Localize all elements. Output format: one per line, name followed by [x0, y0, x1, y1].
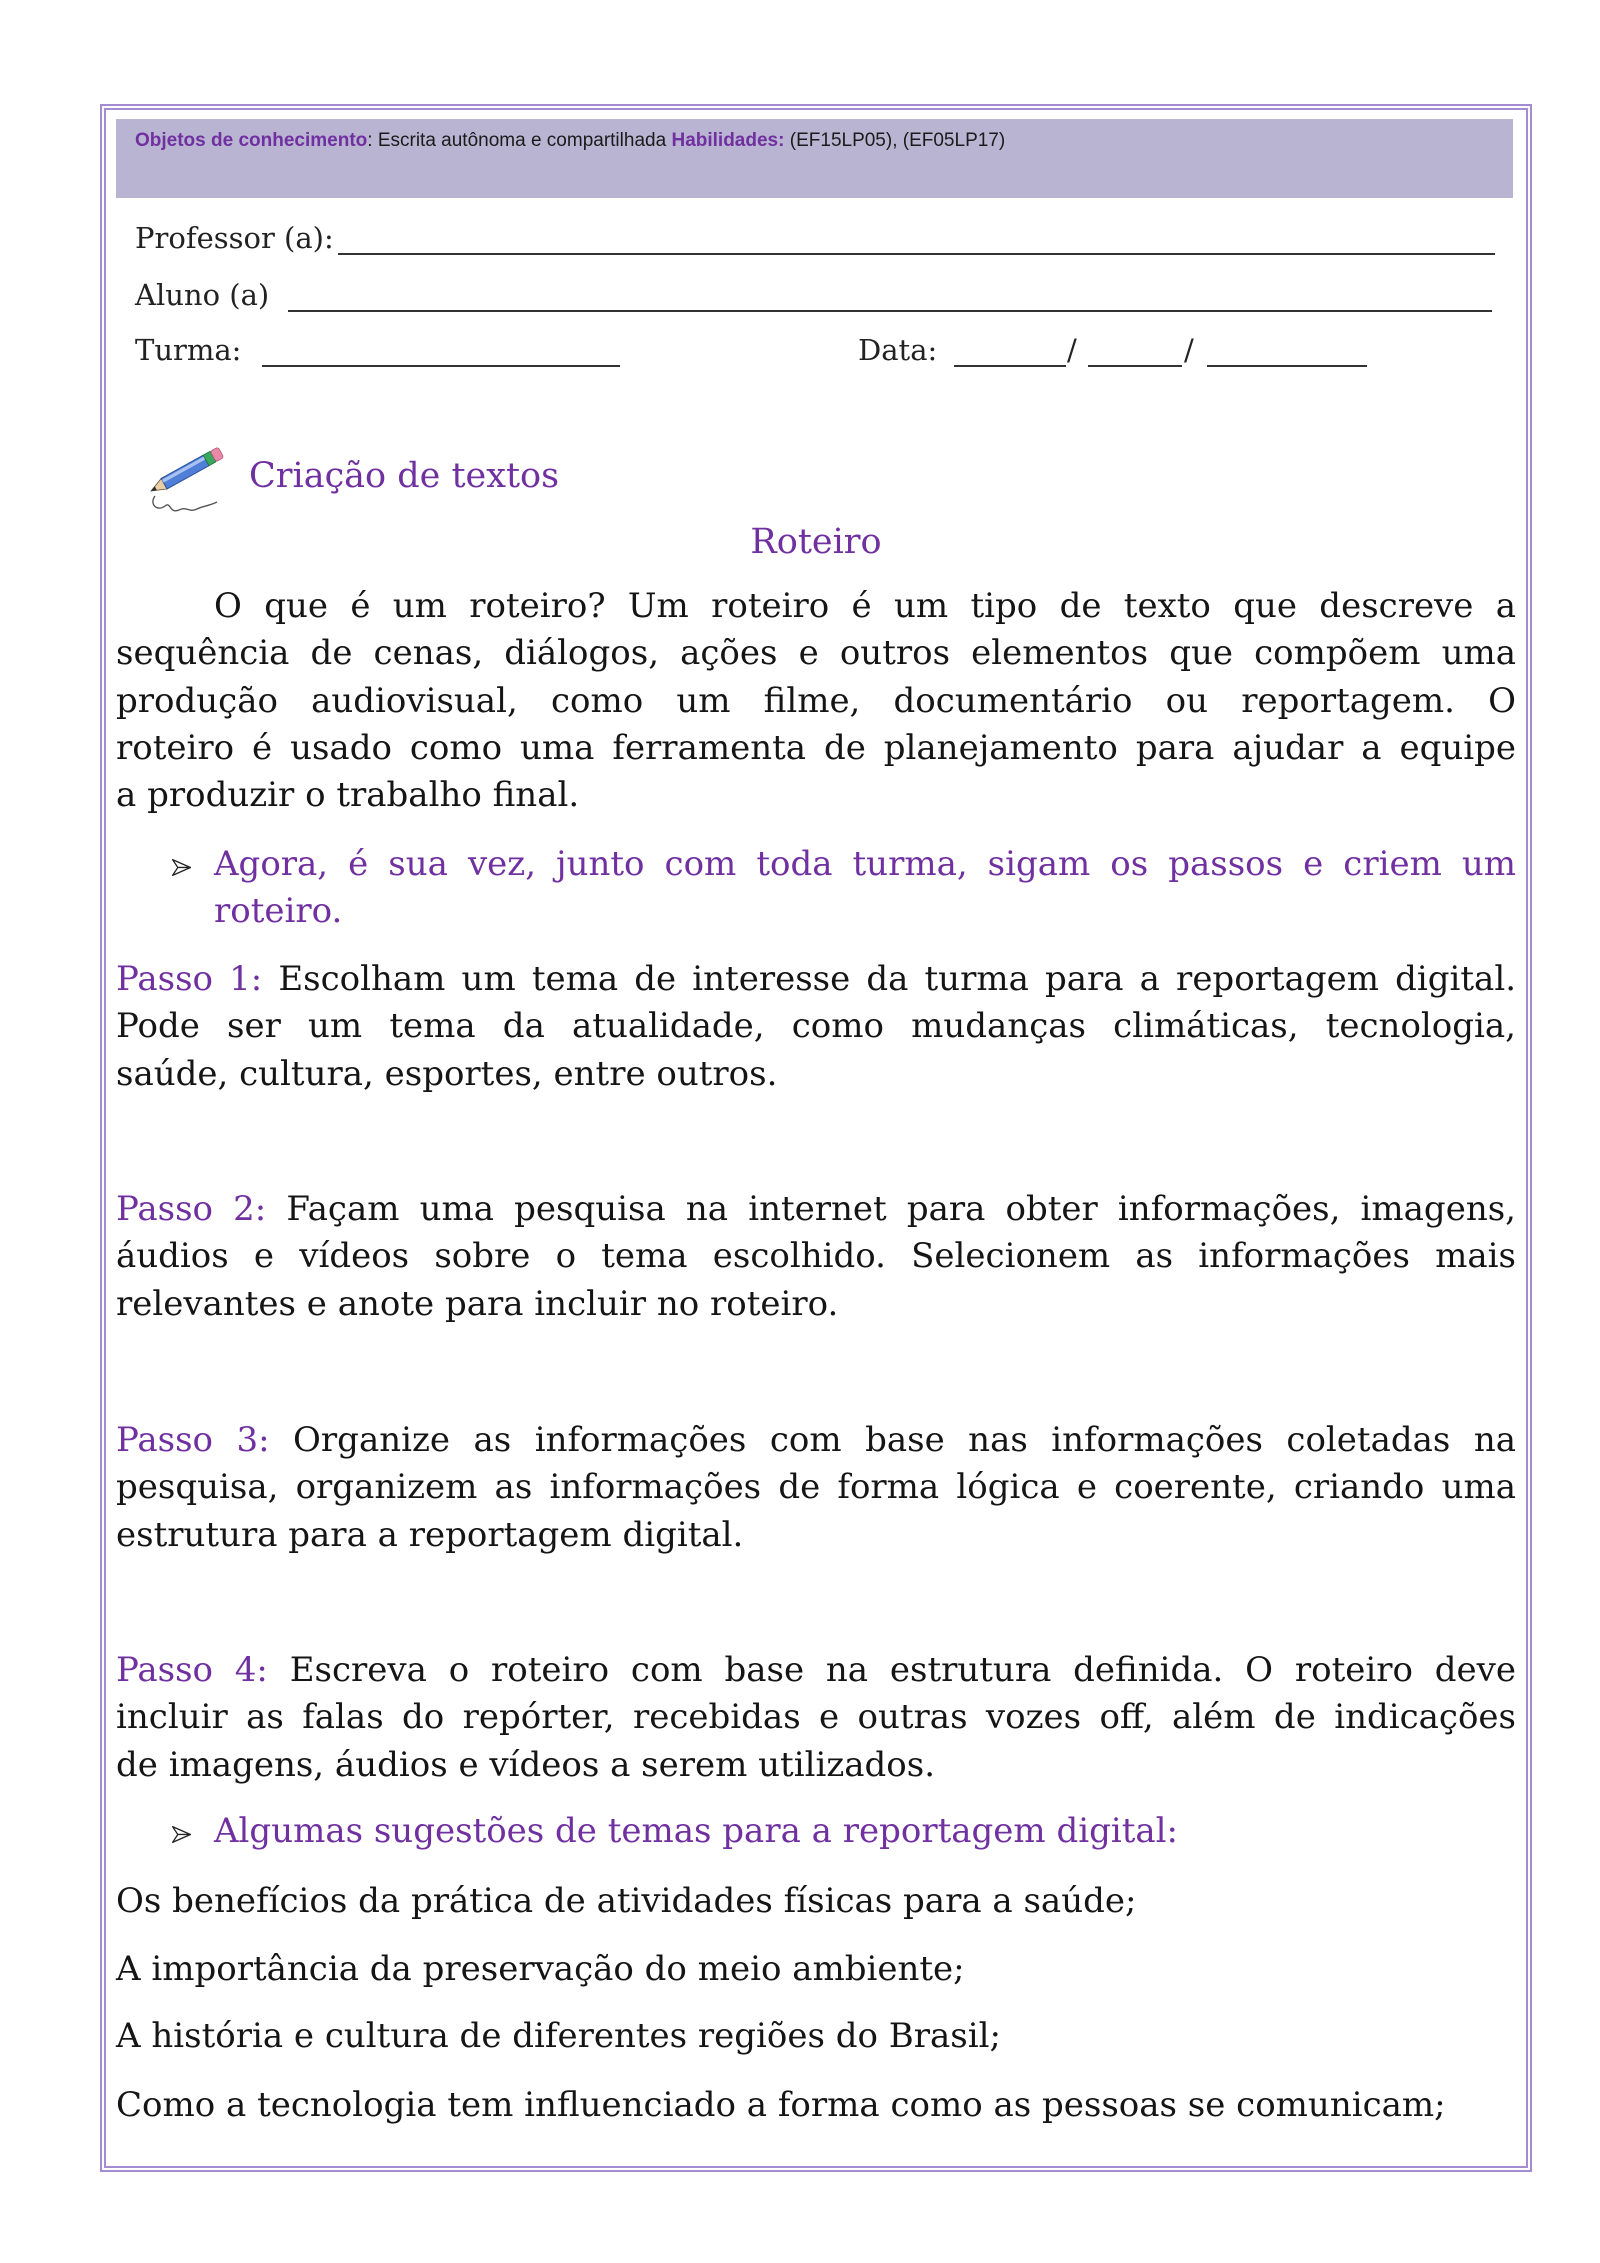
- step-line: de imagens, áudios e vídeos a serem utilizados.: [116, 1744, 936, 1785]
- step-1: [116, 956, 1516, 1098]
- pencil-icon: [143, 440, 229, 518]
- intro-line: a produzir o trabalho final.: [116, 775, 580, 816]
- section-subtitle: Roteiro: [750, 522, 882, 562]
- suggestions-heading: Algumas sugestões de temas para a reportagem digital:: [214, 1811, 1179, 1851]
- suggestion-item: A história e cultura de diferentes regiões do Brasil;: [116, 2016, 1001, 2056]
- step-line: [116, 1186, 1516, 1233]
- step-line: [116, 1417, 1516, 1464]
- suggestion-item: Os benefícios da prática de atividades físicas para a saúde;: [116, 1881, 1137, 1921]
- step-text: Escreva o roteiro com base na estrutura definida. O roteiro deve: [289, 1650, 1516, 1690]
- step-label: Passo 3:: [116, 1420, 270, 1460]
- step-3: [116, 1417, 1516, 1559]
- student-label: Aluno (a): [135, 278, 270, 312]
- page-border: [100, 104, 1532, 2172]
- instruction-line: roteiro.: [214, 891, 343, 932]
- skills-label: Habilidades:: [671, 130, 785, 151]
- suggestion-item: A importância da preservação do meio ambiente;: [116, 1949, 965, 1989]
- step-text: Organize as informações com base nas informações coletadas na: [293, 1420, 1516, 1460]
- date-separator: /: [1184, 333, 1194, 367]
- date-separator: /: [1067, 333, 1077, 367]
- step-line: saúde, cultura, esportes, entre outros.: [116, 1053, 778, 1094]
- class-blank-line: [262, 365, 620, 367]
- section-title: Criação de textos: [249, 456, 560, 496]
- date-year-blank: [1207, 365, 1367, 367]
- suggestion-item: Como a tecnologia tem influenciado a forma como as pessoas se comunicam;: [116, 2085, 1446, 2125]
- step-label: Passo 4:: [116, 1650, 268, 1690]
- arrow-bullet-icon: [171, 1824, 192, 1845]
- step-line: áudios e vídeos sobre o tema escolhido. Selecionem as informações mais: [116, 1236, 1516, 1277]
- teacher-blank-line: [338, 253, 1495, 255]
- intro-paragraph: [116, 583, 1516, 819]
- step-line: [116, 956, 1516, 1003]
- step-text: Façam uma pesquisa na internet para obter informações, imagens,: [286, 1189, 1516, 1229]
- step-line: Pode ser um tema da atualidade, como mudanças climáticas, tecnologia,: [116, 1006, 1516, 1047]
- step-line: relevantes e anote para incluir no roteiro.: [116, 1283, 839, 1324]
- teacher-label: Professor (a):: [135, 221, 334, 255]
- intro-line: roteiro é usado como uma ferramenta de planejamento para ajudar a equipe: [116, 727, 1516, 768]
- skills-value: (EF15LP05), (EF05LP17): [789, 130, 1006, 151]
- date-day-blank: [954, 365, 1066, 367]
- date-label: Data:: [858, 333, 938, 367]
- intro-line: produção audiovisual, como um filme, documentário ou reportagem. O: [116, 680, 1516, 721]
- instruction-bullet: [214, 841, 1516, 936]
- step-line: estrutura para a reportagem digital.: [116, 1514, 744, 1555]
- step-line: pesquisa, organizem as informações de forma lógica e coerente, criando uma: [116, 1467, 1516, 1508]
- knowledge-objects-value: : Escrita autônoma e compartilhada: [367, 130, 667, 151]
- step-label: Passo 1:: [116, 959, 263, 999]
- step-line: incluir as falas do repórter, recebidas e outras vozes off, além de indicações: [116, 1697, 1516, 1738]
- intro-line: O que é um roteiro? Um roteiro é um tipo de texto que descreve a: [214, 586, 1516, 626]
- step-text: Escolham um tema de interesse da turma para a reportagem digital.: [278, 959, 1517, 999]
- curriculum-header: [116, 119, 1513, 198]
- step-2: [116, 1186, 1516, 1328]
- class-label: Turma:: [135, 333, 242, 367]
- student-blank-line: [288, 310, 1492, 312]
- instruction-line: Agora, é sua vez, junto com toda turma, sigam os passos e criem um: [214, 844, 1516, 884]
- knowledge-objects-label: Objetos de conhecimento: [135, 130, 368, 151]
- step-line: [116, 1647, 1516, 1694]
- intro-line: sequência de cenas, diálogos, ações e outros elementos que compõem uma: [116, 633, 1516, 674]
- step-4: [116, 1647, 1516, 1789]
- arrow-bullet-icon: [171, 857, 192, 878]
- suggestions-heading-bullet: [214, 1808, 1516, 1855]
- date-month-blank: [1088, 365, 1182, 367]
- step-label: Passo 2:: [116, 1189, 267, 1229]
